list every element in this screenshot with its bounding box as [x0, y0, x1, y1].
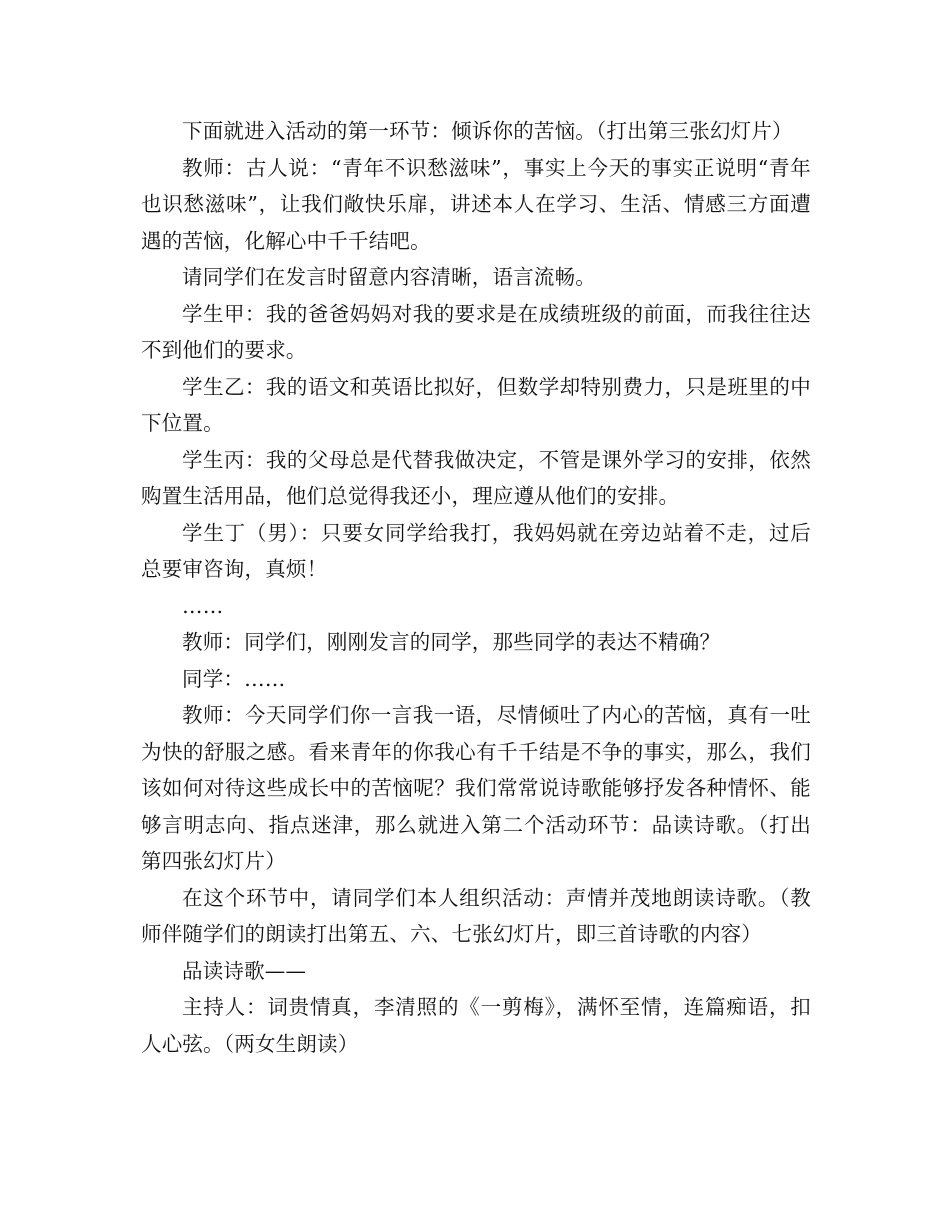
- paragraph-host-intro: 主持人：词贵情真，李清照的《一剪梅》，满怀至情，连篇痴语，扣人心弦。（两女生朗读）: [141, 995, 811, 1056]
- paragraph-speaking-reminder: 请同学们在发言时留意内容清晰，语言流畅。: [182, 265, 596, 289]
- paragraph-poetry-activity: 在这个环节中，请同学们本人组织活动：声情并茂地朗读诗歌。（教师伴随学们的朗读打出第五、六、七张幻灯片，即三首诗歌的内容）: [141, 885, 811, 946]
- paragraph-student-a: 学生甲：我的爸爸妈妈对我的要求是在成绩班级的前面，而我往往达不到他们的要求。: [141, 301, 811, 362]
- paragraph-ellipsis: ……: [182, 593, 224, 618]
- paragraph-teacher-transition: 教师：今天同学们你一言我一语，尽情倾吐了内心的苦恼，真有一吐为快的舒服之感。看来青年的你我心有千千结是不争的事实，那么，我们该如何对待这些成长中的苦恼呢？我们常常说诗歌能够抒发各种情怀、能够言明志向、指点迷津，那么就进入第二个活动环节：品读诗歌。（打出第四张幻灯片）: [141, 703, 811, 873]
- paragraph-poetry-heading: 品读诗歌——: [182, 958, 307, 983]
- paragraph-teacher-ancient-saying: 教师：古人说：“青年不识愁滋味”，事实上今天的事实正说明“青年也识愁滋味”，让我们敞快乐扉，讲述本人在学习、生活、情感三方面遭遇的苦恼，化解心中千千结吧。: [141, 155, 811, 253]
- paragraph-student-b: 学生乙：我的语文和英语比拟好，但数学却特别费力，只是班里的中下位置。: [141, 374, 811, 435]
- paragraph-student-c: 学生丙：我的父母总是代替我做决定，不管是课外学习的安排，依然购置生活用品，他们总觉得我还小，理应遵从他们的安排。: [141, 447, 811, 508]
- paragraph-intro-first-session: 下面就进入活动的第一环节：倾诉你的苦恼。（打出第三张幻灯片）: [182, 119, 793, 143]
- paragraph-student-d: 学生丁（男）：只要女同学给我打，我妈妈就在旁边站着不走，过后总要审咨询，真烦！: [141, 520, 811, 581]
- paragraph-teacher-question: 教师：同学们，刚刚发言的同学，那些同学的表达不精确？: [182, 630, 721, 654]
- document-body: [141, 113, 811, 1062]
- paragraph-students-reply: 同学：……: [182, 666, 286, 691]
